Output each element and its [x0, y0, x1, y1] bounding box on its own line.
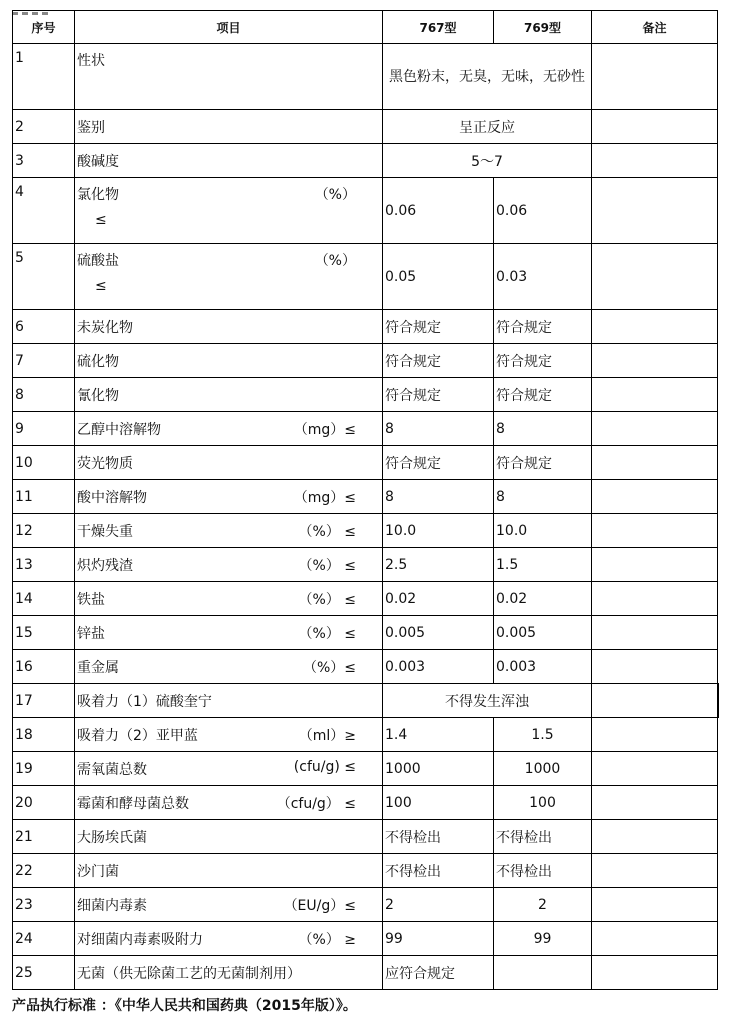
row-no: 25 — [13, 956, 75, 990]
row-no: 4 — [13, 178, 75, 244]
row-item-cell — [75, 582, 383, 616]
row-no: 23 — [13, 888, 75, 922]
row-769: 符合规定 — [494, 344, 592, 378]
row-no: 16 — [13, 650, 75, 684]
row-no: 22 — [13, 854, 75, 888]
row-no: 3 — [13, 144, 75, 178]
row-unit: (cfu/g) ≤ — [293, 758, 356, 775]
table-row — [13, 344, 718, 378]
row-unit: （%） ≤ — [298, 625, 356, 642]
row-item-cell — [75, 548, 383, 582]
row-unit: （%） ≥ — [298, 931, 356, 948]
row-item-cell — [75, 244, 383, 310]
table-row — [13, 446, 718, 480]
row-769: 1.5 — [494, 548, 592, 582]
row-767: 2 — [383, 888, 494, 922]
row-no: 1 — [13, 44, 75, 110]
row-769: 99 — [494, 922, 592, 956]
row-unit: （mg）≤ — [293, 489, 356, 506]
standard-footnote: 产品执行标准 ：《中华人民共和国药典（2015年版）》。 — [12, 998, 357, 1014]
row-unit: （EU/g）≤ — [283, 897, 356, 914]
table-row — [13, 752, 718, 786]
row-767: 8 — [383, 412, 494, 446]
row-769: 1.5 — [494, 718, 592, 752]
row-item-cell — [75, 514, 383, 548]
row-item: 氰化物 — [75, 378, 383, 412]
row-unit: （cfu/g） ≤ — [276, 795, 356, 812]
row-note — [592, 786, 718, 820]
table-row — [13, 378, 718, 412]
row-767: 符合规定 — [383, 446, 494, 480]
row-no: 9 — [13, 412, 75, 446]
row-item: 乙醇中溶解物 — [77, 421, 161, 438]
row-note — [592, 854, 718, 888]
row-769: 2 — [494, 888, 592, 922]
row-769: 0.003 — [494, 650, 592, 684]
header-item: 项目 — [75, 11, 383, 44]
row-unit: （ml）≥ — [298, 727, 356, 744]
row-767: 0.05 — [383, 244, 494, 310]
row-769: 1000 — [494, 752, 592, 786]
row-item: 吸着力（2）亚甲蓝 — [77, 727, 198, 744]
row-no: 7 — [13, 344, 75, 378]
row-769: 0.03 — [494, 244, 592, 310]
table-row — [13, 244, 718, 310]
row-note — [592, 820, 718, 854]
row-767: 应符合规定 — [383, 956, 494, 990]
row-767: 1000 — [383, 752, 494, 786]
row-item-cell — [75, 786, 383, 820]
row-767: 10.0 — [383, 514, 494, 548]
row-limit: ≤ — [95, 278, 107, 294]
row-item: 酸中溶解物 — [77, 489, 147, 506]
row-767: 2.5 — [383, 548, 494, 582]
row-767: 0.06 — [383, 178, 494, 244]
row-no: 21 — [13, 820, 75, 854]
row-no: 18 — [13, 718, 75, 752]
row-769: 10.0 — [494, 514, 592, 548]
row-merged-value: 不得发生浑浊 — [383, 684, 592, 718]
row-note — [592, 446, 718, 480]
row-no: 8 — [13, 378, 75, 412]
row-note — [592, 178, 718, 244]
row-note — [592, 956, 718, 990]
table-row — [13, 582, 718, 616]
header-note: 备注 — [592, 11, 718, 44]
row-note — [592, 480, 718, 514]
row-no: 14 — [13, 582, 75, 616]
row-767: 符合规定 — [383, 344, 494, 378]
row-769: 符合规定 — [494, 378, 592, 412]
row-unit: （%） ≤ — [298, 591, 356, 608]
table-row — [13, 412, 718, 446]
row-769: 8 — [494, 480, 592, 514]
header-769: 769型 — [494, 11, 592, 44]
table-row — [13, 548, 718, 582]
table-row — [13, 820, 718, 854]
table-row — [13, 888, 718, 922]
row-item-cell — [75, 888, 383, 922]
row-note — [592, 548, 718, 582]
row-767: 1.4 — [383, 718, 494, 752]
row-note — [592, 412, 718, 446]
row-item-cell — [75, 616, 383, 650]
row-limit: ≤ — [95, 212, 107, 228]
row-note — [592, 684, 718, 718]
row-note — [592, 752, 718, 786]
row-note — [592, 922, 718, 956]
row-767: 99 — [383, 922, 494, 956]
row-note — [592, 344, 718, 378]
row-note — [592, 310, 718, 344]
row-item: 铁盐 — [77, 591, 105, 608]
row-note — [592, 244, 718, 310]
row-767: 不得检出 — [383, 820, 494, 854]
row-769: 0.02 — [494, 582, 592, 616]
row-item: 炽灼残渣 — [77, 557, 133, 574]
row-no: 6 — [13, 310, 75, 344]
row-no: 11 — [13, 480, 75, 514]
row-no: 19 — [13, 752, 75, 786]
row-item: 霉菌和酵母菌总数 — [77, 795, 189, 812]
row-item-cell — [75, 718, 383, 752]
row-item: 细菌内毒素 — [77, 897, 147, 914]
row-item: 硫酸盐 — [77, 253, 119, 269]
row-merged-value: 黑色粉末，无臭，无味，无砂性 — [383, 44, 592, 110]
row-item-cell — [75, 650, 383, 684]
row-merged-value: 5～7 — [383, 144, 592, 178]
row-767: 符合规定 — [383, 378, 494, 412]
row-no: 20 — [13, 786, 75, 820]
row-769: 8 — [494, 412, 592, 446]
row-767: 100 — [383, 786, 494, 820]
table-row — [13, 178, 718, 244]
row-item-cell — [75, 480, 383, 514]
row-767: 0.005 — [383, 616, 494, 650]
row-merged-value: 呈正反应 — [383, 110, 592, 144]
row-note — [592, 378, 718, 412]
row-note — [592, 616, 718, 650]
table-row — [13, 310, 718, 344]
table-row — [13, 684, 718, 718]
row-no: 13 — [13, 548, 75, 582]
row-item: 干燥失重 — [77, 523, 133, 540]
row-item: 未炭化物 — [75, 310, 383, 344]
row-unit: （%） — [314, 253, 356, 269]
row-unit: （mg）≤ — [293, 421, 356, 438]
table-header-row — [13, 11, 718, 44]
row-item-cell — [75, 178, 383, 244]
row-item: 沙门菌 — [75, 854, 383, 888]
row-769: 符合规定 — [494, 446, 592, 480]
row-item-cell — [75, 922, 383, 956]
spec-table — [12, 10, 719, 990]
header-no: 序号 — [13, 11, 75, 44]
row-767: 0.02 — [383, 582, 494, 616]
row-767: 不得检出 — [383, 854, 494, 888]
row-note — [592, 888, 718, 922]
table-row — [13, 922, 718, 956]
row-item-cell — [75, 412, 383, 446]
row-item: 荧光物质 — [75, 446, 383, 480]
row-no: 2 — [13, 110, 75, 144]
table-row — [13, 110, 718, 144]
table-row — [13, 854, 718, 888]
row-note — [592, 110, 718, 144]
row-767: 8 — [383, 480, 494, 514]
cropped-heading-fragment — [12, 0, 132, 3]
row-note — [592, 718, 718, 752]
row-769: 符合规定 — [494, 310, 592, 344]
row-769: 0.06 — [494, 178, 592, 244]
row-item: 吸着力（1）硫酸奎宁 — [75, 684, 383, 718]
row-unit: （%）≤ — [302, 659, 356, 676]
row-note — [592, 650, 718, 684]
table-row — [13, 718, 718, 752]
table-row — [13, 480, 718, 514]
table-row — [13, 514, 718, 548]
table-row — [13, 786, 718, 820]
row-769 — [494, 956, 592, 990]
row-unit: （%） — [314, 187, 356, 203]
row-769: 不得检出 — [494, 820, 592, 854]
row-no: 5 — [13, 244, 75, 310]
row-item: 锌盐 — [77, 625, 105, 642]
table-row — [13, 144, 718, 178]
row-no: 17 — [13, 684, 75, 718]
row-item: 需氧菌总数 — [77, 761, 147, 778]
row-no: 24 — [13, 922, 75, 956]
row-767: 0.003 — [383, 650, 494, 684]
row-item: 鉴别 — [75, 110, 383, 144]
row-769: 0.005 — [494, 616, 592, 650]
row-769: 不得检出 — [494, 854, 592, 888]
table-row — [13, 650, 718, 684]
row-unit: （%） ≤ — [298, 557, 356, 574]
row-note — [592, 514, 718, 548]
row-item-cell — [75, 752, 383, 786]
table-row — [13, 616, 718, 650]
row-item: 无菌（供无除菌工艺的无菌制剂用） — [75, 956, 383, 990]
row-note — [592, 144, 718, 178]
row-item: 大肠埃氏菌 — [75, 820, 383, 854]
row-no: 12 — [13, 514, 75, 548]
row-767: 符合规定 — [383, 310, 494, 344]
row-note — [592, 44, 718, 110]
table-row — [13, 44, 718, 110]
row-item: 硫化物 — [75, 344, 383, 378]
row-unit: （%） ≤ — [298, 523, 356, 540]
row-no: 10 — [13, 446, 75, 480]
header-767: 767型 — [383, 11, 494, 44]
row-item: 酸碱度 — [75, 144, 383, 178]
row-769: 100 — [494, 786, 592, 820]
row-item: 重金属 — [77, 659, 119, 676]
row-note — [592, 582, 718, 616]
row-no: 15 — [13, 616, 75, 650]
row-item: 氯化物 — [77, 187, 119, 203]
row-item: 性状 — [75, 44, 383, 110]
row-item: 对细菌内毒素吸附力 — [77, 931, 203, 948]
table-row — [13, 956, 718, 990]
